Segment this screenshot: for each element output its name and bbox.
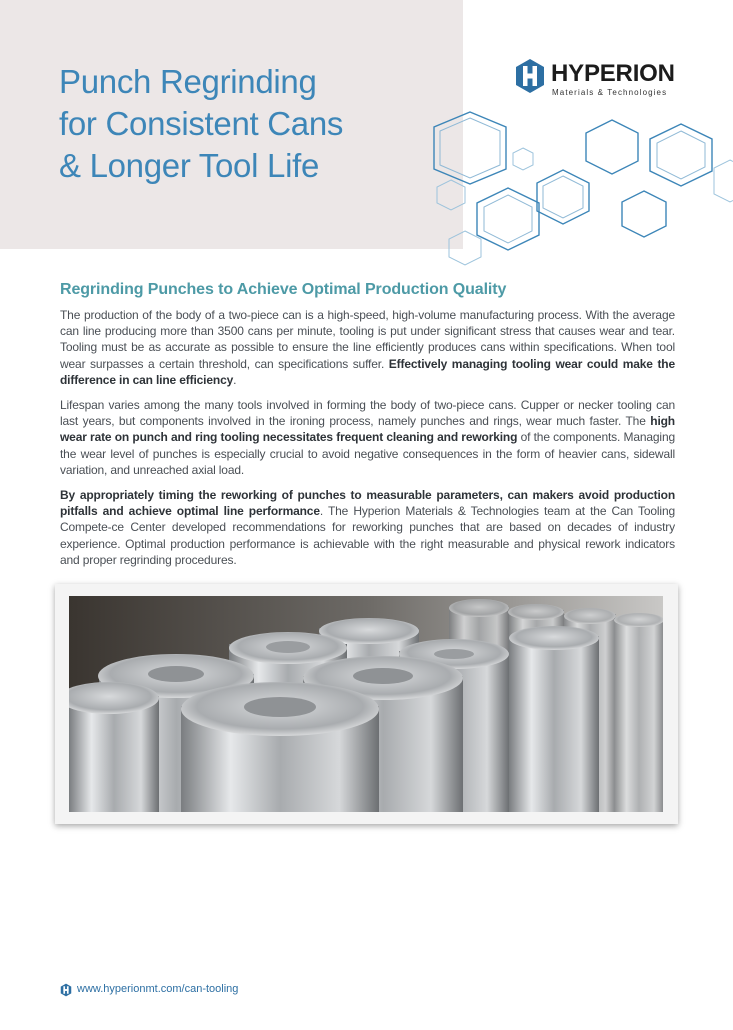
website-link[interactable]: www.hyperionmt.com/can-tooling	[77, 983, 239, 995]
hyperion-logo	[514, 57, 684, 101]
aluminum-cans-photo	[69, 596, 663, 812]
paragraph-2-end: of the components. Managing the wear level of punches is especially crucial to avoid negative consequences in the form of heavier cans, sidewall variation, and unreached axial load.	[60, 430, 675, 477]
paragraph-2-bold: high wear rate on punch and ring tooling necessitates frequent cleaning and reworking	[60, 414, 675, 445]
paragraph-3-text: . The Hyperion Materials & Technologies team at the Can Tooling Compete-ce Center developed recommendations for reworking punches that are based on decades of industry experience. Optimal production performance is achievable with the right measurable and physical rework indicators and proper regrinding procedures.	[60, 504, 675, 567]
title-line-3: & Longer Tool Life	[59, 147, 320, 184]
paragraph-2-text: Lifespan varies among the many tools involved in forming the body of two-piece cans. Cupper or necker tooling can last years, but components involved in the ironing process, namely punches and rings, wear much faster. The	[60, 398, 675, 429]
main-content	[60, 281, 675, 577]
hyperion-logo-icon	[60, 983, 72, 997]
page-title	[59, 61, 343, 187]
section-heading: Regrinding Punches to Achieve Optimal Production Quality	[60, 281, 507, 298]
logo-name: HYPERION	[551, 60, 675, 87]
paragraph-3-bold: By appropriately timing the reworking of punches to measurable parameters, can makers avoid production pitfalls and achieve optimal line performance	[60, 488, 675, 519]
paragraph-3	[60, 487, 675, 568]
paragraph-1-end: .	[233, 372, 237, 387]
paragraph-1-bold: Effectively managing tooling wear could make the difference in can line efficiency	[60, 356, 676, 387]
hyperion-logo-icon	[514, 58, 546, 94]
photo-frame	[55, 584, 678, 824]
paragraph-1-text: The production of the body of a two-piece can is a high-speed, high-volume manufacturing process. With the average can line producing more than 3500 cans per minute, tooling is put under significant stress that causes wear and tear. Tooling must be as accurate as possible to ensure the line efficiently produces cans within specifications. When tool wear surpasses a certain threshold, can specifications suffer.	[60, 308, 675, 371]
hexagon-pattern-decoration	[420, 100, 733, 275]
title-line-2: for Consistent Cans	[59, 105, 344, 142]
logo-tagline: Materials & Technologies	[552, 88, 668, 97]
title-line-1: Punch Regrinding	[59, 63, 317, 100]
paragraph-1	[60, 307, 675, 388]
paragraph-2	[60, 397, 675, 478]
